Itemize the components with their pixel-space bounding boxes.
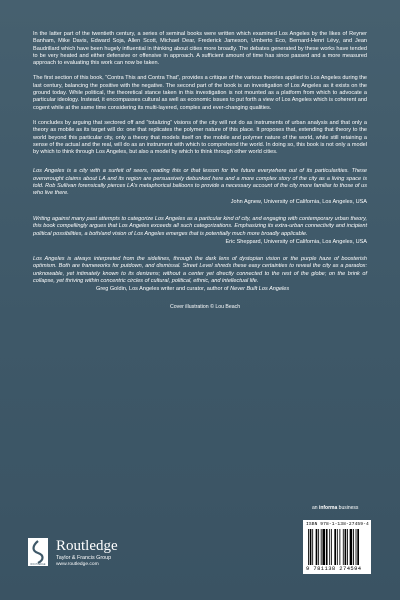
publisher-name: Routledge — [56, 538, 118, 554]
attribution-3-book-title: Never Built Los Angeles — [230, 286, 290, 293]
barcode-bars-icon — [308, 529, 368, 565]
body-paragraph-1: In the latter part of the twentieth century, a series of seminal books were written which examined Los Angeles by the likes of Reyner Banham, Mike Davis, Edward Soja, Allen Scott, Michael Dear, Frederick Jameson, Umberto Eco, Bernard-Henri Lévy, and Jean Baudrillard which have been hugely influential in thinking about cities more broadly. The debates generated by these works have tended to be very heated and either defensive or offensive in approach. A sufficient amount of time has since passed and a more measured approach to evaluating this work can now be taken. — [33, 31, 367, 67]
body-paragraph-3: It concludes by arguing that sectored off and “totalizing” visions of the city will not do as instruments of urban analysis and that only a theory as mobile as its target will do: one that replicates the polymer nature of this place. It proposes that, extending that theory to the world beyond this particular city, only a theory that models itself on the mobile and polymer nature of the world, while still retaining a sense of the actual and the real, will do as an instrument with which to comprehend the world. In doing so, this book is not only a model by which to think through Los Angeles, but also a model by which to think through other world cities. — [33, 119, 367, 156]
informa-prefix: an — [312, 505, 319, 511]
attribution-3-prefix: Greg Goldin, Los Angeles writer and curator, author of — [96, 286, 231, 293]
blurb-text — [33, 31, 367, 311]
endorsement-quote-2: Writing against many past attempts to categorize Los Angeles as a particular kind of city, and engaging with contemporary urban theory, this book compellingly argues that Los Angeles exceeds all such categorizations. Emphasizing its extra-urban connectivity and incipient political possibilities, a both/and vision of Los Angeles emerges that is potentially much more broadly applicable. — [33, 215, 367, 237]
publisher-text — [56, 538, 118, 567]
body-paragraph-2: The first section of this book, “Contra This and Contra That”, provides a critique of the various theories applied to Los Angeles during the last century, balancing the positive with the negative. The second part of the book is an investigation of Los Angeles as it exists on the ground today. While political, the theoretical stance taken in this investigation is not mounted as a platform from which to advocate a particular ideology. Instead, it encompasses cultural as well as economic issues to put forth a view of Los Angeles which is coherent and cogent while at the same time considering its multi-layered, complex and ever-changing qualities. — [33, 75, 367, 111]
barcode-number: 9 781138 274594 — [306, 565, 362, 572]
logo-text: ROUTLEDGE — [30, 563, 46, 566]
endorsement-quote-1: Los Angeles is a city with a surfeit of seers, reading this or that lesson for the future everywhere out of its particularities. These overwrought claims about LA and its region are persuasively debunked here and a more complex story of the city as a living space is told. Rob Sullivan forensically pierces LA’s metaphorical balloons to provide a necessary account of the city more familiar to those of us who live there. — [33, 168, 367, 197]
isbn-text: ISBN 978-1-138-27459-4 — [306, 522, 369, 527]
informa-brand: informa — [318, 505, 338, 511]
publisher-block — [28, 538, 118, 567]
publisher-url[interactable]: www.routledge.com — [56, 562, 99, 567]
endorsement-attribution-1: John Agnew, University of California, Los Angeles, USA — [230, 198, 367, 205]
routledge-logo-icon — [28, 538, 48, 566]
cover-credit: Cover illustration © Lou Beach — [170, 303, 241, 310]
endorsement-quote-3: Los Angeles is always interpreted from the sidelines, through the dark lens of dystopian vision or the purple haze of boosterish optimism. Both are frameworks for putdown, and dismissal. Street Level shreds these easy certainties to reveal the city as a paradox: unknowable, yet intimately known to its denizens; without a center yet directly connected to the rest of the globe; on the brink of collapse, yet thriving within concentric circles of cultural, political, ethnic, and intellectual life. — [33, 256, 367, 285]
endorsement-attribution-3 — [33, 286, 367, 293]
informa-business-label — [312, 505, 358, 511]
isbn-barcode — [303, 520, 371, 574]
endorsement-attribution-2: Eric Sheppard, University of California, Los Angeles, USA — [225, 238, 367, 245]
informa-suffix: business — [337, 505, 359, 511]
publisher-group: Taylor & Francis Group — [56, 555, 112, 561]
